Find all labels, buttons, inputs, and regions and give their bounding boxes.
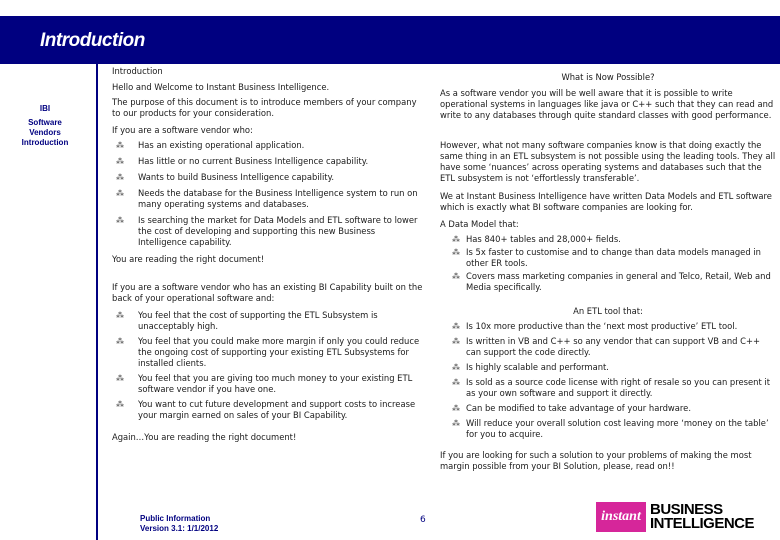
logo-intelligence: INTELLIGENCE	[650, 515, 755, 532]
logo-business: BUSINESS	[650, 501, 723, 518]
bullet-icon: ⁂	[452, 363, 460, 372]
instant-business-intelligence-logo	[596, 502, 776, 534]
sidebar-introduction: Introduction	[21, 138, 69, 147]
sidebar-vendors: Vendors	[29, 128, 61, 137]
bullet-icon: ⁂	[116, 189, 124, 198]
list-item: ⁂ Is 10x more productive than the ‘next most productive’ ETL tool.	[452, 321, 738, 331]
left-heading: Introduction	[112, 66, 163, 76]
left-p3: If you are a software vendor who:	[112, 125, 253, 135]
left-p4: You are reading the right document!	[112, 254, 265, 264]
bullet-icon: ⁂	[452, 378, 460, 387]
bullet-icon: ⁂	[116, 173, 124, 182]
bullet-icon: ⁂	[452, 419, 460, 428]
right-list-2	[440, 321, 776, 440]
left-p5: If you are a software vendor who has an existing BI Capability built on the back of your operational software and:	[112, 282, 423, 303]
logo-instant: instant	[596, 502, 646, 532]
footer-classification: Public Information	[140, 514, 211, 523]
list-item: ⁂ You want to cut future development and support costs to increase your margin earned on sales of your BI Capability.	[116, 399, 416, 420]
title-banner	[0, 16, 780, 64]
list-item: ⁂ Will reduce your overall solution cost leaving more ‘money on the table’ for you to acquire.	[452, 418, 769, 439]
bullet-icon: ⁂	[116, 157, 124, 166]
sidebar-logo-text: IBI	[39, 104, 51, 113]
bullet-icon: ⁂	[452, 248, 460, 257]
bullet-icon: ⁂	[452, 272, 460, 281]
page-number: 6	[420, 515, 426, 525]
list-item: ⁂ Has an existing operational application.	[116, 140, 305, 150]
list-item: ⁂ You feel that the cost of supporting the ETL Subsystem is unacceptably high.	[116, 310, 378, 331]
bullet-icon: ⁂	[116, 311, 124, 320]
list-item: ⁂ Is written in VB and C++ so any vendor that can support VB and C++ can support the code directly.	[452, 336, 761, 357]
list-item: ⁂ Is sold as a source code license with right of resale so you can present it as your own software and support it directly.	[452, 377, 771, 398]
right-list-1	[440, 234, 776, 293]
bullet-icon: ⁂	[116, 374, 124, 383]
bullet-icon: ⁂	[452, 322, 460, 331]
bullet-icon: ⁂	[452, 404, 460, 413]
page-title: Introduction	[40, 30, 145, 51]
right-p6: If you are looking for such a solution to your problems of making the most margin possible from your BI Solution, please, read on!!	[440, 450, 752, 471]
list-item: ⁂ Covers mass marketing companies in general and Telco, Retail, Web and Media specifically.	[452, 271, 771, 292]
sidebar-divider	[96, 64, 98, 540]
footer-version: Version 3.1: 1/1/2012	[140, 524, 219, 533]
bullet-icon: ⁂	[116, 400, 124, 409]
list-item: ⁂ Has 840+ tables and 28,000+ fields.	[452, 234, 621, 244]
list-item: ⁂ Wants to build Business Intelligence capability.	[116, 172, 334, 182]
footer-info	[140, 514, 218, 534]
left-p6: Again…You are reading the right document!	[112, 432, 297, 442]
bullet-icon: ⁂	[452, 235, 460, 244]
right-p2: However, what not many software companies know is that doing exactly the same thing in an ETL subsystem is not possible using the leading tools. They all have some ‘nuances’ across operating systems and databases such that the ETL subsystem is not ‘effortlessly transferable’.	[440, 140, 776, 183]
left-list-1	[112, 140, 422, 248]
bullet-icon: ⁂	[452, 337, 460, 346]
list-item: ⁂ Needs the database for the Business Intelligence system to run on many operating systems and databases.	[116, 188, 418, 209]
right-p1: As a software vendor you will be well aware that it is possible to write operational systems in languages like java or C++ such that they can read and write to any databases through quite standard classes with good performance.	[440, 88, 774, 120]
right-p4: A Data Model that:	[440, 219, 519, 229]
bullet-icon: ⁂	[116, 337, 124, 346]
left-p2: The purpose of this document is to introduce members of your company to our products for your consideration.	[112, 97, 417, 118]
list-item: ⁂ Is highly scalable and performant.	[452, 362, 609, 372]
list-item: ⁂ You feel that you could make more margin if only you could reduce the ongoing cost of supporting your existing ETL Subsystems for installed clients.	[116, 336, 420, 368]
left-list-2	[112, 310, 422, 421]
list-item: ⁂ Can be modified to take advantage of your hardware.	[452, 403, 691, 413]
list-item: ⁂ Has little or no current Business Intelligence capability.	[116, 156, 369, 166]
sidebar-software: Software	[28, 118, 62, 127]
bullet-icon: ⁂	[116, 141, 124, 150]
right-p5: An ETL tool that:	[573, 306, 643, 316]
left-p1: Hello and Welcome to Instant Business Intelligence.	[112, 82, 330, 92]
bullet-icon: ⁂	[116, 216, 124, 225]
right-p3: We at Instant Business Intelligence have written Data Models and ETL software which is exactly what BI software companies are looking for.	[440, 191, 772, 212]
list-item: ⁂ Is searching the market for Data Models and ETL software to lower the cost of developing and supporting this new Business Intelligence capability.	[116, 215, 418, 247]
list-item: ⁂ Is 5x faster to customise and to change than data models managed in other ER tools.	[452, 247, 761, 268]
right-heading: What is Now Possible?	[561, 72, 655, 82]
list-item: ⁂ You feel that you are giving too much money to your existing ETL software vendor if you have one.	[116, 373, 413, 394]
